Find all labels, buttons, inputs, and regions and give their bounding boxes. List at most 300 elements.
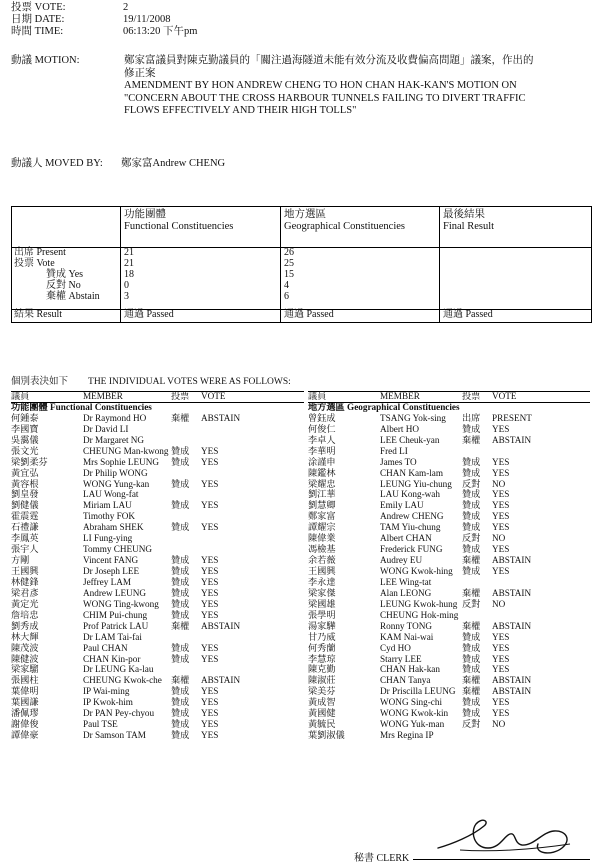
vote-value: ABSTAIN — [201, 620, 241, 631]
member-name: CHAN Kin-por — [83, 653, 141, 664]
vote-zh: 贊成 — [171, 719, 190, 730]
vote-zh: 贊成 — [462, 423, 481, 434]
vote-value: YES — [201, 566, 219, 576]
vote-value: PRESENT — [492, 412, 532, 423]
geographical-no: 4 — [284, 280, 289, 291]
table-row — [11, 489, 304, 500]
functional-result: 通過 Passed — [124, 309, 174, 320]
member-name-zh: 黃定光 — [11, 598, 39, 609]
vote-value: YES — [201, 456, 219, 467]
vote-zh: 贊成 — [462, 664, 481, 675]
vote-zh: 贊成 — [462, 653, 481, 664]
member-name: IP Wai-ming — [83, 686, 130, 697]
summary-table — [11, 206, 592, 323]
col-header-en: Functional Constituencies — [124, 221, 234, 232]
table-row — [308, 511, 590, 522]
time-row — [11, 26, 197, 38]
table-row — [308, 457, 590, 468]
vote-zh: 反對 — [462, 598, 481, 609]
member-name-zh: 梁家傑 — [308, 587, 336, 598]
table-row — [308, 555, 590, 566]
motion-line: "CONCERN ABOUT THE CROSS HARBOUR TUNNELS FAILING TO DIVERT TRAFFIC — [124, 92, 526, 104]
table-row — [11, 511, 304, 522]
vote-zh: 贊成 — [171, 686, 190, 697]
member-name: Andrew LEUNG — [83, 587, 147, 598]
vote-value: YES — [492, 708, 510, 719]
member-name-zh: 陳克勤 — [308, 664, 336, 675]
vote-value: ABSTAIN — [492, 555, 532, 566]
vote-value: YES — [201, 697, 219, 708]
vote-value: YES — [201, 642, 219, 653]
member-name: Dr LAM Tai-fai — [83, 631, 142, 642]
vote-value: YES — [492, 653, 510, 664]
member-name-zh: 陳偉業 — [308, 533, 336, 544]
vote-value: YES — [492, 511, 510, 522]
table-row — [11, 599, 304, 610]
member-name: KAM Nai-wai — [380, 631, 434, 642]
vote-value: YES — [201, 587, 219, 598]
row-label-present: 出席 Present — [14, 247, 66, 258]
vote-zh: 贊成 — [171, 642, 190, 653]
table-row — [11, 654, 304, 665]
col-header-geographical — [284, 209, 405, 233]
member-name: Ronny TONG — [380, 620, 432, 631]
header-member: MEMBER — [380, 391, 420, 401]
vote-zh: 贊成 — [462, 642, 481, 653]
geographical-abstain: 6 — [284, 291, 289, 302]
member-name-zh: 潘佩璆 — [11, 708, 39, 719]
table-row — [11, 446, 304, 457]
member-name: CHEUNG Hok-ming — [380, 609, 459, 620]
vote-zh: 棄權 — [462, 555, 481, 566]
vote-value: YES — [201, 686, 219, 697]
geographical-vote: 25 — [284, 258, 294, 269]
vote-value: YES — [492, 631, 510, 642]
vote-value: YES — [201, 555, 219, 566]
section-heading-functional — [11, 402, 304, 413]
member-name: Dr Priscilla LEUNG — [380, 686, 456, 697]
vote-zh: 反對 — [462, 533, 481, 544]
vote-zh: 贊成 — [171, 609, 190, 620]
clerk-label: 秘書 CLERK — [354, 853, 410, 864]
member-name-zh: 詹培忠 — [11, 609, 39, 620]
vote-zh: 贊成 — [462, 456, 481, 467]
vote-value: YES — [492, 456, 510, 467]
member-name-zh: 吳靄儀 — [11, 434, 39, 445]
member-name-zh: 霍震霆 — [11, 511, 39, 522]
vote-value: YES — [201, 609, 219, 620]
member-name: LI Fung-ying — [83, 533, 133, 544]
member-name: WONG Sing-chi — [380, 697, 443, 708]
table-row — [11, 708, 304, 719]
table-row — [11, 610, 304, 621]
member-name-zh: 陳茂波 — [11, 642, 39, 653]
functional-rows — [11, 413, 304, 741]
clerk-signature-line — [413, 859, 590, 860]
table-row — [308, 424, 590, 435]
table-row — [308, 621, 590, 632]
table-row — [11, 643, 304, 654]
row-label-abstain: 棄權 Abstain — [46, 291, 100, 302]
member-name: Fred LI — [380, 445, 408, 456]
member-name-zh: 李永達 — [308, 576, 336, 587]
table-row — [308, 664, 590, 675]
member-name: LEE Cheuk-yan — [380, 434, 440, 445]
member-name: Dr Samson TAM — [83, 730, 146, 741]
vote-zh: 贊成 — [462, 467, 481, 478]
member-name-zh: 黃成智 — [308, 697, 336, 708]
col-header-zh: 最後結果 — [443, 209, 485, 220]
table-row — [11, 500, 304, 511]
vote-value: YES — [201, 500, 219, 511]
member-name-zh: 譚耀宗 — [308, 522, 336, 533]
table-row — [308, 730, 590, 741]
member-name: Albert CHAN — [380, 533, 432, 544]
table-row — [308, 675, 590, 686]
member-name: CHAN Kam-lam — [380, 467, 444, 478]
member-name-zh: 葉國謙 — [11, 697, 39, 708]
vote-value: ABSTAIN — [492, 587, 532, 598]
vote-value: YES — [492, 489, 510, 500]
member-name-zh: 葉偉明 — [11, 686, 39, 697]
member-name-zh: 王國興 — [11, 566, 39, 576]
table-row — [308, 446, 590, 457]
individual-title-zh: 個別表決如下 — [11, 377, 69, 387]
member-name-zh: 余若薇 — [308, 555, 336, 566]
date-value: 19/11/2008 — [123, 14, 171, 25]
table-row — [308, 435, 590, 446]
member-name-zh: 李慧琼 — [308, 653, 336, 664]
col-header-functional — [124, 209, 233, 233]
member-name-zh: 李卓人 — [308, 434, 336, 445]
member-name: WONG Yung-kan — [83, 478, 150, 489]
vote-zh: 贊成 — [171, 730, 190, 741]
vote-zh: 贊成 — [462, 489, 481, 500]
header-vote: VOTE — [492, 391, 517, 401]
member-name: CHAN Hak-kan — [380, 664, 440, 675]
member-name: Dr LEUNG Ka-lau — [83, 664, 154, 675]
member-name: WONG Kwok-kin — [380, 708, 449, 719]
member-name-zh: 梁國雄 — [308, 598, 336, 609]
member-name: Starry LEE — [380, 653, 422, 664]
member-name-zh: 劉秀成 — [11, 620, 39, 631]
vote-zh: 贊成 — [171, 456, 190, 467]
vote-value: YES — [201, 730, 219, 741]
member-name: Emily LAU — [380, 500, 424, 511]
geographical-result: 通過 Passed — [284, 309, 334, 320]
vote-label: 投票 VOTE: — [11, 2, 66, 13]
table-row — [11, 424, 304, 435]
vote-zh: 棄權 — [462, 620, 481, 631]
vote-zh: 出席 — [462, 412, 481, 423]
table-row — [308, 599, 590, 610]
section-heading-geographical — [308, 402, 590, 413]
member-name-zh: 方剛 — [11, 555, 30, 566]
table-row — [308, 479, 590, 490]
motion-line: AMENDMENT BY HON ANDREW CHENG TO HON CHAN HAK-KAN'S MOTION ON — [124, 80, 517, 91]
table-row — [11, 479, 304, 490]
member-name-zh: 何俊仁 — [308, 423, 336, 434]
vote-zh: 贊成 — [462, 708, 481, 719]
table-row — [308, 708, 590, 719]
member-name-zh: 石禮謙 — [11, 522, 39, 533]
table-row — [11, 719, 304, 730]
member-name: Dr Raymond HO — [83, 412, 147, 423]
table-rule — [308, 402, 590, 403]
member-name-zh: 葉劉淑儀 — [308, 730, 345, 741]
row-label-vote: 投票 Vote — [14, 258, 55, 269]
functional-abstain: 3 — [124, 291, 129, 302]
vote-value: YES — [492, 664, 510, 675]
moved-by-row — [11, 155, 225, 170]
table-row — [11, 621, 304, 632]
member-name-zh: 鄭家富 — [308, 511, 336, 522]
vote-zh: 贊成 — [462, 697, 481, 708]
vote-zh: 反對 — [462, 719, 481, 730]
vote-value: YES — [492, 467, 510, 478]
moved-by-value: 鄭家富Andrew CHENG — [121, 158, 226, 169]
member-name: Miriam LAU — [83, 500, 132, 511]
header-vote-zh: 投票 — [171, 391, 190, 401]
table-row — [308, 577, 590, 588]
time-label: 時間 TIME: — [11, 26, 64, 37]
section-label: 功能團體 Functional Constituencies — [11, 401, 152, 412]
vote-value: ABSTAIN — [201, 675, 241, 686]
member-name-zh: 黃毓民 — [308, 719, 336, 730]
geographical-yes: 15 — [284, 269, 294, 280]
member-name-zh: 曾鈺成 — [308, 412, 336, 423]
vote-value: ABSTAIN — [201, 412, 241, 423]
member-name-zh: 劉慧卿 — [308, 500, 336, 511]
vote-number-row — [11, 2, 128, 14]
vote-zh: 贊成 — [171, 697, 190, 708]
table-row — [11, 555, 304, 566]
vote-zh: 反對 — [462, 478, 481, 489]
member-name: TAM Yiu-chung — [380, 522, 441, 533]
member-name-zh: 謝偉俊 — [11, 719, 39, 730]
table-divider — [120, 207, 121, 322]
member-name: LEE Wing-tat — [380, 576, 432, 587]
member-name-zh: 陳鑑林 — [308, 467, 336, 478]
col-header-zh: 地方選區 — [284, 209, 326, 220]
table-row — [11, 686, 304, 697]
vote-zh: 棄權 — [171, 412, 190, 423]
vote-zh: 贊成 — [462, 544, 481, 555]
table-row — [308, 533, 590, 544]
member-name-zh: 湯家驊 — [308, 620, 336, 631]
member-name: LEUNG Kwok-hung — [380, 598, 458, 609]
vote-zh: 贊成 — [171, 555, 190, 566]
member-name-zh: 陳淑莊 — [308, 675, 336, 686]
member-name: WONG Kwok-hing — [380, 566, 453, 576]
member-name: Cyd HO — [380, 642, 411, 653]
table-row — [308, 468, 590, 479]
member-name: CHEUNG Kwok-che — [83, 675, 162, 686]
table-row — [308, 522, 590, 533]
vote-value: YES — [201, 719, 219, 730]
table-row — [11, 566, 304, 577]
functional-present: 21 — [124, 247, 134, 258]
member-name-zh: 梁耀忠 — [308, 478, 336, 489]
table-row — [308, 697, 590, 708]
member-name: Frederick FUNG — [380, 544, 443, 555]
vote-zh: 棄權 — [462, 675, 481, 686]
member-name-zh: 甘乃威 — [308, 631, 336, 642]
vote-zh: 贊成 — [462, 566, 481, 576]
member-name: Paul CHAN — [83, 642, 128, 653]
functional-yes: 18 — [124, 269, 134, 280]
vote-zh: 贊成 — [462, 631, 481, 642]
table-row — [308, 632, 590, 643]
member-name: Jeffrey LAM — [83, 576, 132, 587]
member-name: Audrey EU — [380, 555, 423, 566]
table-row — [11, 533, 304, 544]
vote-value: YES — [492, 642, 510, 653]
table-row — [308, 500, 590, 511]
member-name: LEUNG Yiu-chung — [380, 478, 452, 489]
member-name-zh: 王國興 — [308, 566, 336, 576]
member-name: CHEUNG Man-kwong — [83, 445, 169, 456]
member-name-zh: 梁君彥 — [11, 587, 39, 598]
row-label-yes: 贊成 Yes — [46, 269, 84, 280]
table-row — [11, 588, 304, 599]
vote-value: YES — [201, 478, 219, 489]
motion-line: 修正案 — [124, 67, 156, 79]
member-name-zh: 李國寶 — [11, 423, 39, 434]
member-name: Dr Margaret NG — [83, 434, 145, 445]
vote-value: YES — [492, 544, 510, 555]
member-name: Dr PAN Pey-chyou — [83, 708, 155, 719]
vote-value: YES — [201, 708, 219, 719]
table-row — [11, 435, 304, 446]
motion-label: 動議 MOTION: — [11, 55, 80, 66]
member-name: TSANG Yok-sing — [380, 412, 446, 423]
table-row — [308, 686, 590, 697]
member-name: Abraham SHEK — [83, 522, 144, 533]
vote-zh: 贊成 — [171, 566, 190, 576]
motion-text — [124, 55, 600, 118]
col-header-zh: 功能團體 — [124, 209, 166, 220]
member-name: Andrew CHENG — [380, 511, 444, 522]
vote-value: YES — [492, 423, 510, 434]
member-name: Timothy FOK — [83, 511, 135, 522]
vote-value: YES — [492, 522, 510, 533]
table-row — [308, 566, 590, 577]
member-name-zh: 張學明 — [308, 609, 336, 620]
table-header-row — [11, 391, 304, 402]
vote-zh: 贊成 — [171, 708, 190, 719]
vote-value: YES — [201, 598, 219, 609]
table-divider — [439, 207, 440, 322]
member-name: WONG Yuk-man — [380, 719, 445, 730]
vote-zh: 贊成 — [171, 522, 190, 533]
member-name: Mrs Sophie LEUNG — [83, 456, 160, 467]
geographical-rows — [308, 413, 590, 741]
date-label: 日期 DATE: — [11, 14, 65, 25]
table-row — [11, 664, 304, 675]
header-vote: VOTE — [201, 391, 226, 401]
member-name-zh: 劉健儀 — [11, 500, 39, 511]
vote-value: ABSTAIN — [492, 675, 532, 686]
member-name: Albert HO — [380, 423, 420, 434]
member-name-zh: 涂謹申 — [308, 456, 336, 467]
vote-zh: 贊成 — [171, 587, 190, 598]
member-name: Prof Patrick LAU — [83, 620, 149, 631]
clerk-signature — [430, 814, 580, 860]
member-name-zh: 黃宜弘 — [11, 467, 39, 478]
functional-vote: 21 — [124, 258, 134, 269]
table-divider — [280, 207, 281, 322]
table-rule — [11, 402, 304, 403]
member-name: IP Kwok-him — [83, 697, 133, 708]
vote-value: YES — [201, 576, 219, 587]
member-name-zh: 林健鋒 — [11, 576, 39, 587]
table-row — [11, 468, 304, 479]
table-row — [11, 522, 304, 533]
vote-value: YES — [201, 445, 219, 456]
vote-value: 2 — [123, 2, 129, 13]
table-row — [308, 413, 590, 424]
member-name-zh: 馮檢基 — [308, 544, 336, 555]
vote-zh: 棄權 — [171, 620, 190, 631]
member-name: Dr Joseph LEE — [83, 566, 140, 576]
functional-votes-table — [11, 391, 304, 741]
member-name-zh: 張國柱 — [11, 675, 39, 686]
col-header-final — [443, 209, 494, 233]
member-name-zh: 陳健波 — [11, 653, 39, 664]
member-name-zh: 黃容根 — [11, 478, 39, 489]
header-member-zh: 議員 — [308, 391, 327, 401]
vote-value: ABSTAIN — [492, 434, 532, 445]
vote-zh: 棄權 — [462, 686, 481, 697]
final-result: 通過 Passed — [443, 309, 493, 320]
table-header-row — [308, 391, 590, 402]
vote-zh: 贊成 — [462, 522, 481, 533]
section-label: 地方選區 Geographical Constituencies — [308, 401, 460, 412]
table-row — [11, 413, 304, 424]
member-name-zh: 林大輝 — [11, 631, 39, 642]
member-name: LAU Wong-fat — [83, 489, 139, 500]
member-name-zh: 何秀蘭 — [308, 642, 336, 653]
vote-zh: 贊成 — [171, 445, 190, 456]
member-name-zh: 李鳳英 — [11, 533, 39, 544]
vote-zh: 棄權 — [462, 587, 481, 598]
motion-line: FLOWS EFFECTIVELY AND THEIR HIGH TOLLS" — [124, 105, 357, 116]
member-name: Mrs Regina IP — [380, 730, 434, 741]
member-name: LAU Kong-wah — [380, 489, 440, 500]
table-row — [308, 610, 590, 621]
vote-value: YES — [201, 522, 219, 533]
member-name-zh: 張宇人 — [11, 544, 39, 555]
member-name-zh: 何鍾泰 — [11, 412, 39, 423]
vote-zh: 贊成 — [462, 511, 481, 522]
table-row — [308, 654, 590, 665]
vote-value: NO — [492, 598, 506, 609]
vote-zh: 贊成 — [171, 478, 190, 489]
vote-value: ABSTAIN — [492, 686, 532, 697]
member-name: CHIM Pui-chung — [83, 609, 148, 620]
row-label-no: 反對 No — [46, 280, 81, 291]
member-name: Dr Philip WONG — [83, 467, 148, 478]
motion-line: 鄭家富議員對陳克勤議員的「關注過海隧道未能有效分流及收費偏高問題」議案，作出的 — [124, 55, 534, 66]
header-member-zh: 議員 — [11, 391, 30, 401]
table-row — [11, 544, 304, 555]
vote-value: YES — [492, 500, 510, 511]
table-row — [308, 719, 590, 730]
table-row — [11, 675, 304, 686]
vote-value: ABSTAIN — [492, 620, 532, 631]
vote-zh: 贊成 — [462, 500, 481, 511]
